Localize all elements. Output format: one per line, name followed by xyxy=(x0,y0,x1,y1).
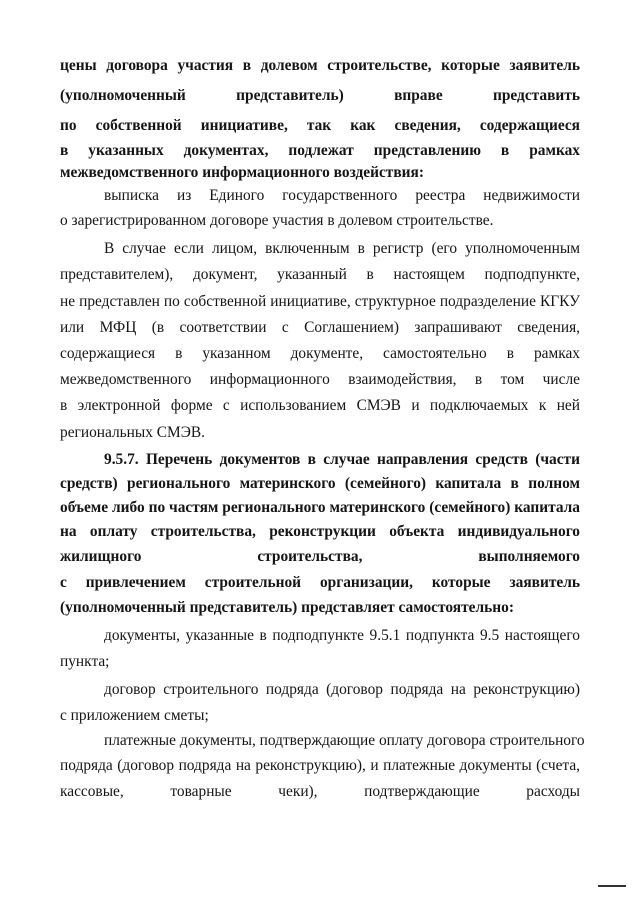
text-line-11: или МФЦ (в соответствии с Соглашением) запрашивают сведения, xyxy=(60,319,580,336)
text-line-14: в электронной форме с использованием СМЭВ и подключаемых к ней xyxy=(60,397,580,414)
text-line-12: содержащиеся в указанном документе, самостоятельно в рамках xyxy=(60,345,580,362)
text-line-24: пункта; xyxy=(60,653,110,670)
text-line-7: о зарегистрированном договоре участия в долевом строительстве. xyxy=(60,212,494,229)
text-line-13: межведомственного информационного взаимодействия, в том числе xyxy=(60,371,580,388)
section-heading-9-5-7: 9.5.7. Перечень документов в случае направления средств (части xyxy=(104,451,580,468)
text-line-21: с привлечением строительной организации, которые заявитель xyxy=(60,574,580,591)
text-line-2: (уполномоченный представитель) вправе представить xyxy=(60,87,580,104)
text-line-15: региональных СМЭВ. xyxy=(60,424,206,441)
text-line-5: межведомственного информационного воздействия: xyxy=(60,164,425,181)
text-line-22: (уполномоченный представитель) представляет самостоятельно: xyxy=(60,599,514,616)
page-edge-mark xyxy=(598,885,626,887)
text-line-18: объеме либо по частям регионального материнского (семейного) капитала xyxy=(60,499,580,516)
text-line-19: на оплату строительства, реконструкции объекта индивидуального xyxy=(60,523,580,540)
text-line-6: выписка из Единого государственного реестра недвижимости xyxy=(104,187,580,204)
text-line-3: по собственной инициативе, так как сведения, содержащиеся xyxy=(60,117,580,134)
text-line-29: кассовые, товарные чеки), подтверждающие расходы xyxy=(60,783,580,800)
text-line-4: в указанных документах, подлежат представлению в рамках xyxy=(60,142,580,159)
text-line-23: документы, указанные в подподпункте 9.5.1 подпункта 9.5 настоящего xyxy=(104,627,580,644)
text-line-17: средств) регионального материнского (семейного) капитала в полном xyxy=(60,475,580,492)
text-line-9: представителем), документ, указанный в настоящем подподпункте, xyxy=(60,266,580,283)
text-line-25: договор строительного подряда (договор подряда на реконструкцию) xyxy=(104,681,580,698)
text-line-10: не представлен по собственной инициативе, структурное подразделение КГКУ xyxy=(60,293,580,310)
text-line-28: подряда (договор подряда на реконструкцию), и платежные документы (счета, xyxy=(60,757,580,774)
text-line-20: жилищного строительства, выполняемого xyxy=(60,548,580,565)
text-line-1: цены договора участия в долевом строительстве, которые заявитель xyxy=(60,57,580,74)
text-line-26: с приложением сметы; xyxy=(60,707,209,724)
text-line-8: В случае если лицом, включенным в регистр (его уполномоченным xyxy=(104,240,580,257)
text-line-27: платежные документы, подтверждающие оплату договора строительного xyxy=(104,732,585,749)
